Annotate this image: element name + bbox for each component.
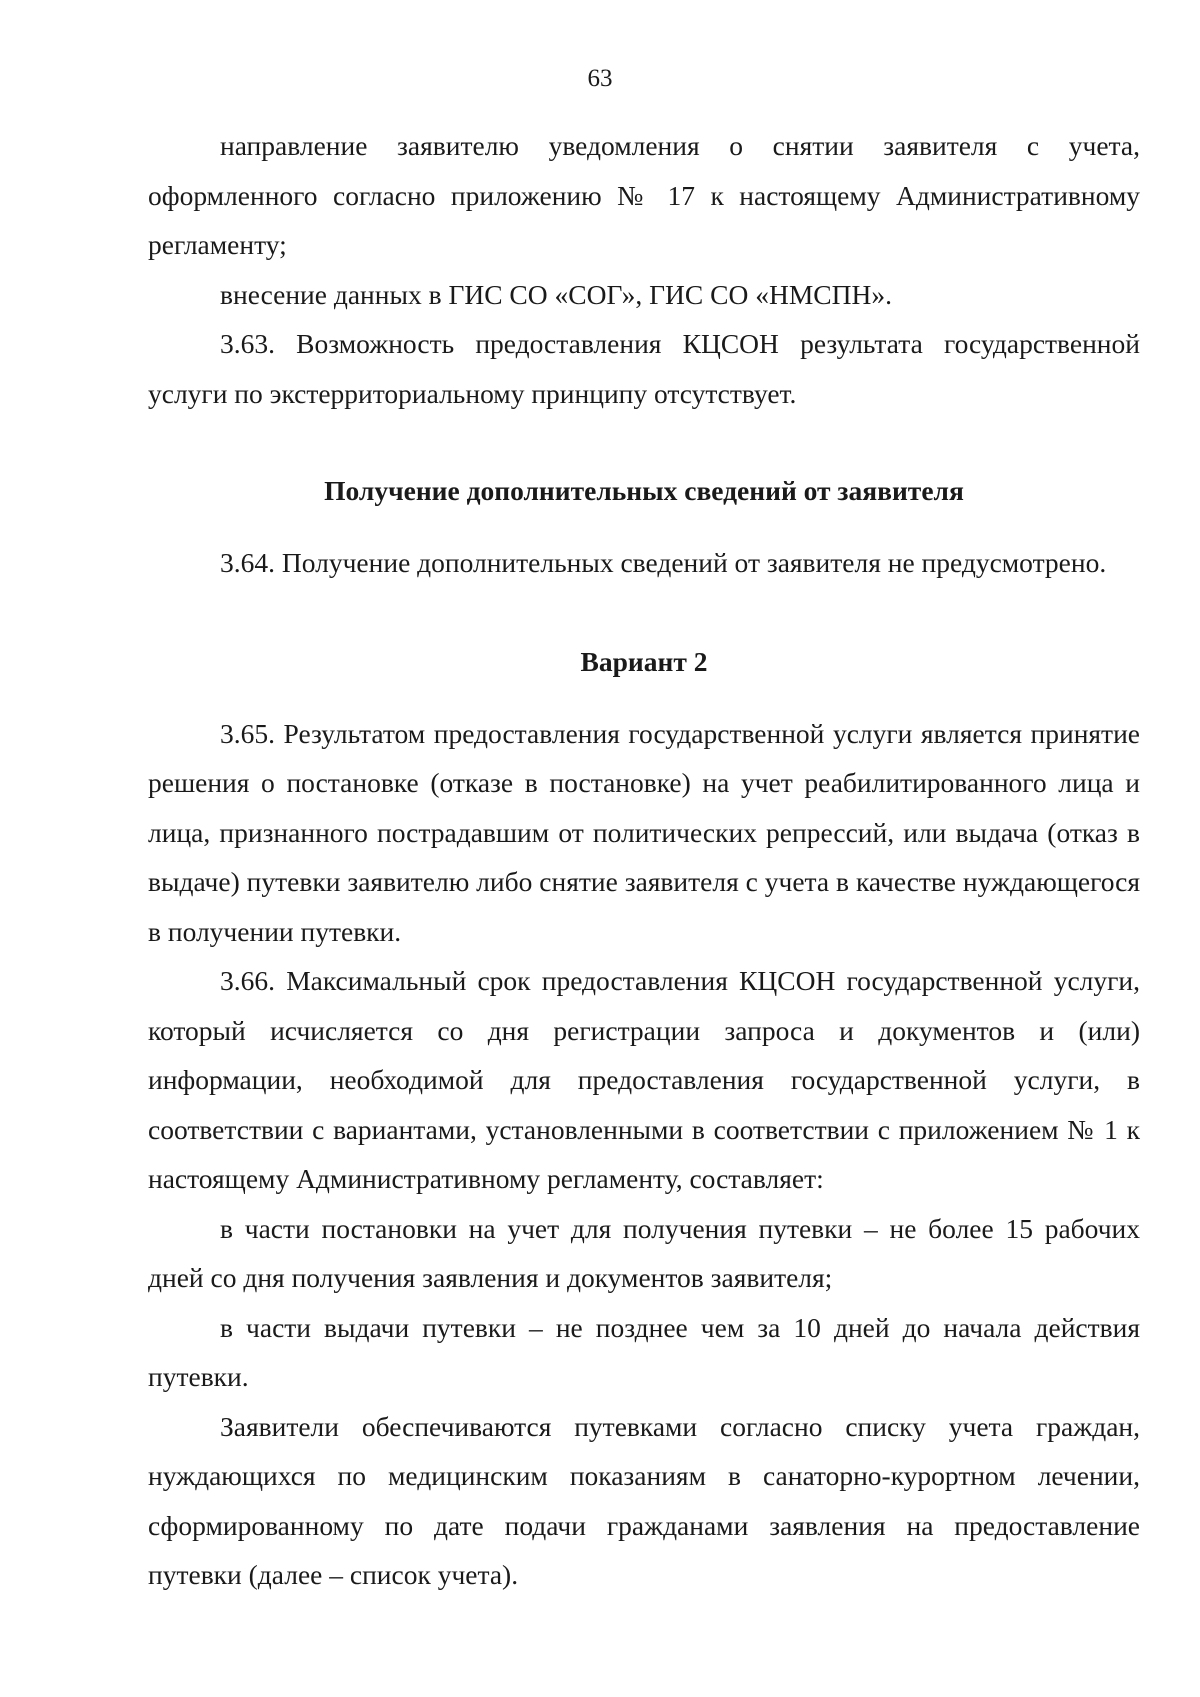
- paragraph-notification: направление заявителю уведомления о снятии заявителя с учета, оформленного согласно приложению № 17 к настоящему Административному регламенту;: [148, 130, 1140, 260]
- paragraph-data-entry: внесение данных в ГИС СО «СОГ», ГИС СО «НМСПН».: [220, 278, 892, 310]
- paragraph-3-64: 3.64. Получение дополнительных сведений от заявителя не предусмотрено.: [220, 546, 1107, 578]
- page-number: 63: [587, 65, 613, 92]
- paragraph-provision-list: Заявители обеспечиваются путевками согласно списку учета граждан, нуждающихся по медицинским показаниям в санаторно-курортном лечении, сформированному по дате подачи гражданами заявления на предоставление путевки (далее – список учета).: [148, 1410, 1140, 1590]
- paragraph-3-65: 3.65. Результатом предоставления государственной услуги является принятие решения о постановке (отказе в постановке) на учет реабилитированного лица и лица, признанного пострадавшим от политических репрессий, или выдача (отказ в выдаче) путевки заявителю либо снятие заявителя с учета в качестве нуждающегося в получении путевки.: [148, 717, 1140, 947]
- section-heading-additional-info: Получение дополнительных сведений от заявителя: [324, 475, 964, 506]
- paragraph-3-63: 3.63. Возможность предоставления КЦСОН результата государственной услуги по экстерриториальному принципу отсутствует.: [148, 328, 1140, 409]
- paragraph-registration-term: в части постановки на учет для получения путевки – не более 15 рабочих дней со дня получения заявления и документов заявителя;: [148, 1212, 1140, 1293]
- document-body: [148, 121, 1140, 1600]
- paragraph-issue-term: в части выдачи путевки – не позднее чем за 10 дней до начала действия путевки.: [148, 1311, 1140, 1392]
- section-heading-variant-2: Вариант 2: [580, 646, 708, 677]
- paragraph-3-66: 3.66. Максимальный срок предоставления КЦСОН государственной услуги, который исчисляется со дня регистрации запроса и документов и (или) информации, необходимой для предоставления государственной услуги, в соответствии с вариантами, установленными в соответствии с приложением № 1 к настоящему Административному регламенту, составляет:: [148, 965, 1140, 1194]
